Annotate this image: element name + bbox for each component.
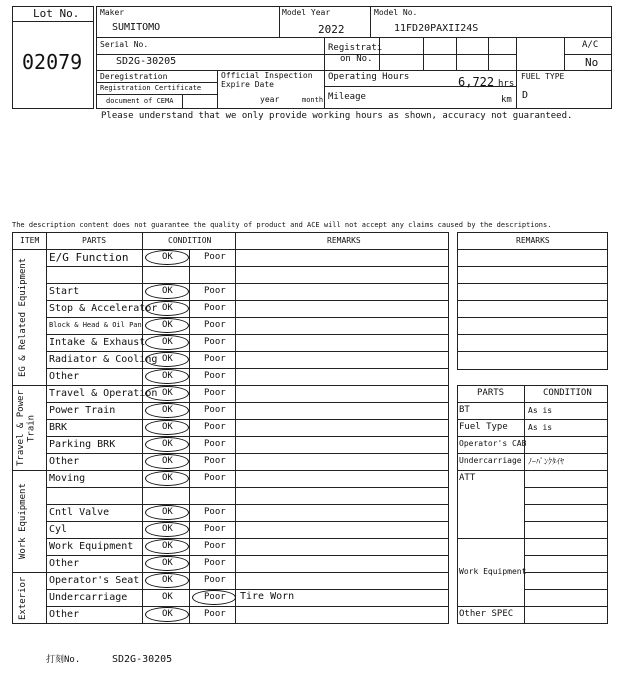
col-item-header: ITEM bbox=[20, 236, 40, 245]
ok-option[interactable]: OK bbox=[162, 286, 173, 296]
selection-circle bbox=[145, 437, 189, 452]
poor-option[interactable]: Poor bbox=[204, 592, 226, 602]
part-label: BRK bbox=[49, 421, 68, 433]
col-remarks-header: REMARKS bbox=[327, 236, 361, 245]
poor-option[interactable]: Poor bbox=[204, 405, 226, 415]
ok-option[interactable]: OK bbox=[162, 541, 173, 551]
selection-circle bbox=[145, 335, 189, 350]
part-label: Stop & Accelerator bbox=[49, 302, 158, 314]
group-label-exterior: Exterior bbox=[18, 576, 28, 621]
table-row bbox=[46, 419, 449, 436]
table-row bbox=[46, 436, 449, 453]
selection-circle bbox=[145, 318, 189, 333]
stamp-label: 打刻No. bbox=[46, 655, 81, 665]
ok-option[interactable]: OK bbox=[162, 439, 173, 449]
selection-circle bbox=[145, 352, 189, 367]
deregistration-label: Deregistration bbox=[100, 72, 168, 81]
right-condition-value: ﾉｰﾊﾟﾝｸﾀｲﾔ bbox=[528, 457, 564, 466]
right-col-condition: CONDITION bbox=[543, 388, 592, 398]
selection-circle bbox=[192, 590, 236, 605]
table-row bbox=[46, 572, 449, 589]
selection-circle bbox=[145, 539, 189, 554]
poor-option[interactable]: Poor bbox=[204, 473, 226, 483]
table-row bbox=[46, 368, 449, 385]
model-no-label: Model No. bbox=[374, 8, 418, 17]
maker-label: Maker bbox=[100, 8, 125, 17]
table-row bbox=[46, 453, 449, 470]
poor-option[interactable]: Poor bbox=[204, 456, 226, 466]
ok-option[interactable]: OK bbox=[162, 371, 173, 381]
selection-circle bbox=[145, 573, 189, 588]
col-parts-header: PARTS bbox=[82, 236, 107, 245]
table-row bbox=[46, 521, 449, 538]
poor-option[interactable]: Poor bbox=[204, 524, 226, 534]
right-part-label: Other SPEC bbox=[459, 609, 514, 619]
poor-option[interactable]: Poor bbox=[204, 507, 226, 517]
selection-circle bbox=[145, 471, 189, 486]
group-label-work: Work Equipment bbox=[18, 483, 28, 560]
right-remarks-table bbox=[457, 232, 608, 370]
part-label: Work Equipment bbox=[49, 540, 134, 552]
model-year-label: Model Year bbox=[282, 8, 331, 17]
part-label: Other bbox=[49, 370, 80, 382]
ok-option[interactable]: OK bbox=[162, 609, 173, 619]
ac-value: No bbox=[585, 56, 599, 69]
registration-certificate-label: Registration Certificate bbox=[100, 84, 202, 92]
table-row bbox=[46, 589, 449, 606]
table-row bbox=[46, 249, 449, 266]
document-of-cema-label: document of CEMA bbox=[106, 97, 174, 105]
ok-option[interactable]: OK bbox=[162, 456, 173, 466]
poor-option[interactable]: Poor bbox=[204, 354, 226, 364]
part-label: Other bbox=[49, 608, 80, 620]
table-row bbox=[46, 538, 449, 555]
part-label: Moving bbox=[49, 472, 86, 484]
hrs-unit: hrs bbox=[498, 79, 515, 89]
model-year-value: 2022 bbox=[318, 23, 345, 36]
operating-hours-label: Operating Hours bbox=[328, 72, 410, 82]
description-disclaimer: The description content does not guarantee the quality of product and ACE will not accept any claims caused by the descriptions. bbox=[12, 221, 552, 229]
part-label: Travel & Operation bbox=[49, 387, 158, 399]
selection-circle bbox=[145, 250, 189, 265]
fuel-type-value: D bbox=[522, 90, 529, 101]
registration-label-2: on No. bbox=[340, 54, 373, 64]
selection-circle bbox=[145, 284, 189, 299]
lot-label: Lot No. bbox=[33, 7, 80, 20]
ok-option[interactable]: OK bbox=[162, 303, 173, 313]
part-label: Block & Head & Oil Pan bbox=[49, 321, 142, 329]
mileage-label: Mileage bbox=[328, 92, 366, 102]
table-row bbox=[46, 555, 449, 572]
poor-option[interactable]: Poor bbox=[204, 609, 226, 619]
poor-option[interactable]: Poor bbox=[204, 371, 226, 381]
ok-option[interactable]: OK bbox=[162, 473, 173, 483]
col-condition-header: CONDITION bbox=[168, 236, 212, 245]
table-row bbox=[46, 266, 449, 283]
operating-hours-value: 6,722 bbox=[458, 75, 495, 89]
part-label: Cntl Valve bbox=[49, 506, 110, 518]
poor-option[interactable]: Poor bbox=[204, 252, 226, 262]
stamp-value: SD2G-30205 bbox=[112, 654, 173, 665]
selection-circle bbox=[145, 369, 189, 384]
serial-label: Serial No. bbox=[100, 40, 149, 49]
ok-option[interactable]: OK bbox=[162, 320, 173, 330]
maker-value: SUMITOMO bbox=[112, 22, 161, 33]
poor-option[interactable]: Poor bbox=[204, 558, 226, 568]
selection-circle bbox=[145, 454, 189, 469]
hours-disclaimer: Please understand that we only provide working hours as shown, accuracy not guaranteed. bbox=[101, 111, 573, 121]
ok-option[interactable]: OK bbox=[162, 388, 173, 398]
right-remarks-header: REMARKS bbox=[516, 236, 550, 245]
right-part-label: Operator's CAB bbox=[459, 439, 527, 448]
table-row bbox=[46, 606, 449, 623]
row-remarks: Tire Worn bbox=[240, 591, 295, 602]
selection-circle bbox=[145, 403, 189, 418]
lot-number: 02079 bbox=[22, 50, 83, 74]
poor-option[interactable]: Poor bbox=[204, 575, 226, 585]
selection-circle bbox=[145, 386, 189, 401]
right-part-label: BT bbox=[459, 405, 470, 415]
fuel-type-label: FUEL TYPE bbox=[521, 72, 565, 81]
serial-value: SD2G-30205 bbox=[116, 56, 177, 67]
part-label: Undercarriage bbox=[49, 591, 128, 603]
table-row bbox=[46, 283, 449, 300]
ok-option[interactable]: OK bbox=[162, 354, 173, 364]
km-unit: km bbox=[501, 95, 512, 105]
year-label: year bbox=[260, 95, 280, 104]
selection-circle bbox=[145, 556, 189, 571]
part-label: Other bbox=[49, 557, 80, 569]
table-row bbox=[46, 351, 449, 368]
part-label: Other bbox=[49, 455, 80, 467]
table-row bbox=[46, 504, 449, 521]
poor-option[interactable]: Poor bbox=[204, 303, 226, 313]
poor-option[interactable]: Poor bbox=[204, 422, 226, 432]
right-part-label: ATT bbox=[459, 473, 476, 483]
poor-option[interactable]: Poor bbox=[204, 439, 226, 449]
ok-option[interactable]: OK bbox=[162, 422, 173, 432]
model-no-value: 11FD20PAXII24S bbox=[394, 23, 479, 34]
right-condition-value: As is bbox=[528, 406, 553, 415]
poor-option[interactable]: Poor bbox=[204, 320, 226, 330]
selection-circle bbox=[145, 301, 189, 316]
ok-option[interactable]: OK bbox=[162, 337, 173, 347]
month-label: month bbox=[302, 96, 324, 104]
group-label-eg: EG & Related Equipment bbox=[18, 257, 28, 378]
part-label: Intake & Exhaust bbox=[49, 336, 146, 348]
table-row bbox=[46, 402, 449, 419]
group-label-travel: Travel & Power Train bbox=[16, 390, 37, 466]
poor-option[interactable]: Poor bbox=[204, 337, 226, 347]
poor-option[interactable]: Poor bbox=[204, 286, 226, 296]
table-row bbox=[46, 334, 449, 351]
selection-circle bbox=[145, 522, 189, 537]
right-part-label: Undercarriage bbox=[459, 456, 522, 465]
registration-label-1: Registrati bbox=[328, 43, 383, 53]
part-label: Operator's Seat bbox=[49, 574, 140, 586]
ok-option[interactable]: OK bbox=[162, 592, 173, 602]
poor-option[interactable]: Poor bbox=[204, 541, 226, 551]
inspection-label-1: Official Inspection bbox=[221, 71, 313, 80]
ok-option[interactable]: OK bbox=[162, 252, 173, 262]
right-col-parts: PARTS bbox=[477, 388, 505, 398]
table-row bbox=[46, 470, 449, 487]
part-label: Power Train bbox=[49, 404, 116, 416]
right-part-label: Work Equipment bbox=[459, 567, 527, 576]
ok-option[interactable]: OK bbox=[162, 405, 173, 415]
part-label: E/G Function bbox=[49, 251, 129, 264]
table-row bbox=[46, 385, 449, 402]
part-label: Parking BRK bbox=[49, 438, 116, 450]
table-row bbox=[46, 317, 449, 334]
part-label: Start bbox=[49, 285, 80, 297]
ok-option[interactable]: OK bbox=[162, 558, 173, 568]
selection-circle bbox=[145, 607, 189, 622]
right-part-label: Fuel Type bbox=[459, 422, 508, 432]
poor-option[interactable]: Poor bbox=[204, 388, 226, 398]
ok-option[interactable]: OK bbox=[162, 524, 173, 534]
ok-option[interactable]: OK bbox=[162, 507, 173, 517]
part-label: Radiator & Cooling bbox=[49, 353, 158, 365]
table-row bbox=[46, 487, 449, 504]
part-label: Cyl bbox=[49, 523, 68, 535]
inspection-label-2: Expire Date bbox=[221, 80, 274, 89]
ok-option[interactable]: OK bbox=[162, 575, 173, 585]
selection-circle bbox=[145, 420, 189, 435]
table-row bbox=[46, 300, 449, 317]
ac-label: A/C bbox=[582, 40, 599, 50]
right-condition-value: As is bbox=[528, 423, 553, 432]
selection-circle bbox=[145, 505, 189, 520]
